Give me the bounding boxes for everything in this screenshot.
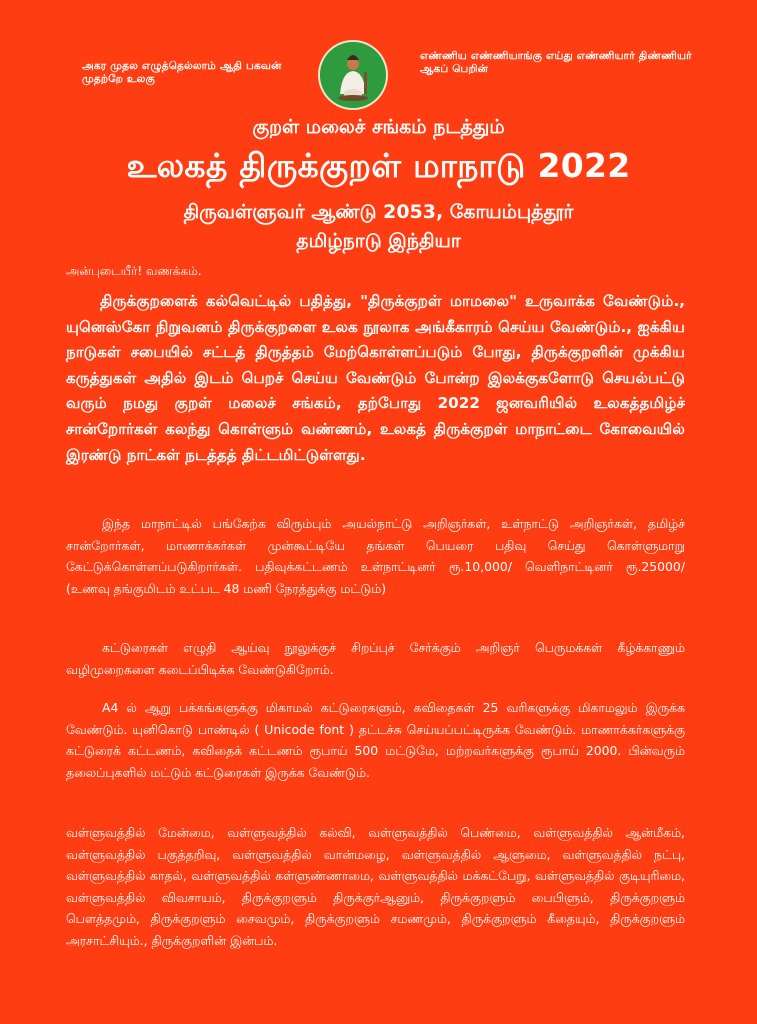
registration-paragraph: இந்த மாநாட்டில் பங்கேற்க விரும்பும் அயல்நாட்டு அறிஞர்கள், உள்நாட்டு அறிஞர்கள், தமிழ்ச் சான்றோர்கள், மாணாக்கர்கள் முன்கூட்டியே தங்கள் பெயரை பதிவு செய்து கொள்ளுமாறு கேட்டுக்கொள்ளப்படுகிறார்கள். பதிவுக்கட்டணம் உள்நாட்டினர் ரூ.10,000/ வெளிநாட்டினர் ரூ.25000/ (உணவு தங்குமிடம் உட்பட 48 மணி நேரத்துக்கு மட்டும்) bbox=[66, 516, 685, 596]
country-line: தமிழ்நாடு இந்தியா bbox=[296, 230, 461, 252]
organizer-subtitle: குறள் மலைச் சங்கம் நடத்தும் bbox=[252, 116, 505, 138]
greeting: அன்புடையீர்! வணக்கம். bbox=[66, 264, 202, 278]
kural-quote-right: எண்ணிய எண்ணியாங்கு எய்து எண்ணியார் திண்ணியர் ஆகப் பெறின் bbox=[420, 50, 692, 75]
guidelines-paragraph: கட்டுரைகள் எழுதி ஆய்வு நூலுக்குச் சிறப்புச் சேர்க்கும் அறிஞர் பெருமக்கள் கீழ்க்காணும் வழிமுறைகளை கடைப்பிடிக்க வேண்டுகிறோம். bbox=[66, 640, 685, 677]
topics-paragraph: வள்ளுவத்தில் மேன்மை, வள்ளுவத்தில் கல்வி, வள்ளுவத்தில் பெண்மை, வள்ளுவத்தில் ஆன்மீகம், வள்ளுவத்தில் பகுத்தறிவு, வள்ளுவத்தில் வான்மழை, வள்ளுவத்தில் ஆளுமை, வள்ளுவத்தில் நட்பு, வள்ளுவத்தில் காதல், வள்ளுவத்தில் கள்ளுண்ணாமை, வள்ளுவத்தில் மக்கட்பேறு, வள்ளுவத்தில் குடியுரிமை, வள்ளுவத்தில் விவசாயம், திருக்குறளும் திருக்குர்ஆனும், திருக்குறளும் பைபிளும், திருக்குறளும் பௌத்தமும், திருக்குறளும் சைவமும், திருக்குறளும் சமணமும், திருக்குறளும் கீதையும், திருக்குறளும் அரசாட்சியும்., திருக்குறளின் இன்பம். bbox=[66, 825, 685, 948]
year-location-line: திருவள்ளுவர் ஆண்டு 2053, கோயம்புத்தூர் bbox=[183, 201, 574, 223]
kural-quote-left: அகர முதல எழுத்தெல்லாம் ஆதி பகவன் முதற்றே உலகு bbox=[82, 60, 282, 85]
thiruvalluvar-portrait-icon bbox=[320, 42, 386, 108]
intro-paragraph: திருக்குறளைக் கல்வெட்டில் பதித்து, "திருக்குறள் மாமலை" உருவாக்க வேண்டும்., யுனெஸ்கோ நிறுவனம் திருக்குறளை உலக நூலாக அங்கீகாரம் செய்ய வேண்டும்., ஐக்கிய நாடுகள் சபையில் சட்டத் திருத்தம் மேற்கொள்ளப்படும் போது, திருக்குறளின் முக்கிய கருத்துகள் அதில் இடம் பெறச் செய்ய வேண்டும் போன்ற இலக்குகளோடு செயல்பட்டு வரும் நமது குறள் மலைச் சங்கம், தற்போது 2022 ஜனவரியில் உலகத்தமிழ்ச் சான்றோர்கள் கலந்து கொள்ளும் வண்ணம், உலகத் திருக்குறள் மாநாட்டை கோவையில் இரண்டு நாட்கள் நடத்தத் திட்டமிட்டுள்ளது. bbox=[66, 292, 685, 464]
conference-title: உலகத் திருக்குறள் மாநாடு 2022 bbox=[126, 146, 631, 185]
submission-rules-paragraph: A4 ல் ஆறு பக்கங்களுக்கு மிகாமல் கட்டுரைகளும், கவிதைகள் 25 வரிகளுக்கு மிகாமலும் இருக்க வேண்டும். யுனிகொடு பாண்டில் ( Unicode font ) தட்டச்சு செய்யப்பட்டிருக்க வேண்டும். மாணாக்கர்களுக்கு கட்டுரைக் கட்டணம், கவிதைக் கட்டணம் ரூபாய் 500 மட்டுமே, மற்றவர்களுக்கு ரூபாய் 2000. பின்வரும் தலைப்புகளில் மட்டும் கட்டுரைகள் இருக்க வேண்டும். bbox=[66, 700, 685, 780]
logo-graphic bbox=[320, 42, 386, 108]
